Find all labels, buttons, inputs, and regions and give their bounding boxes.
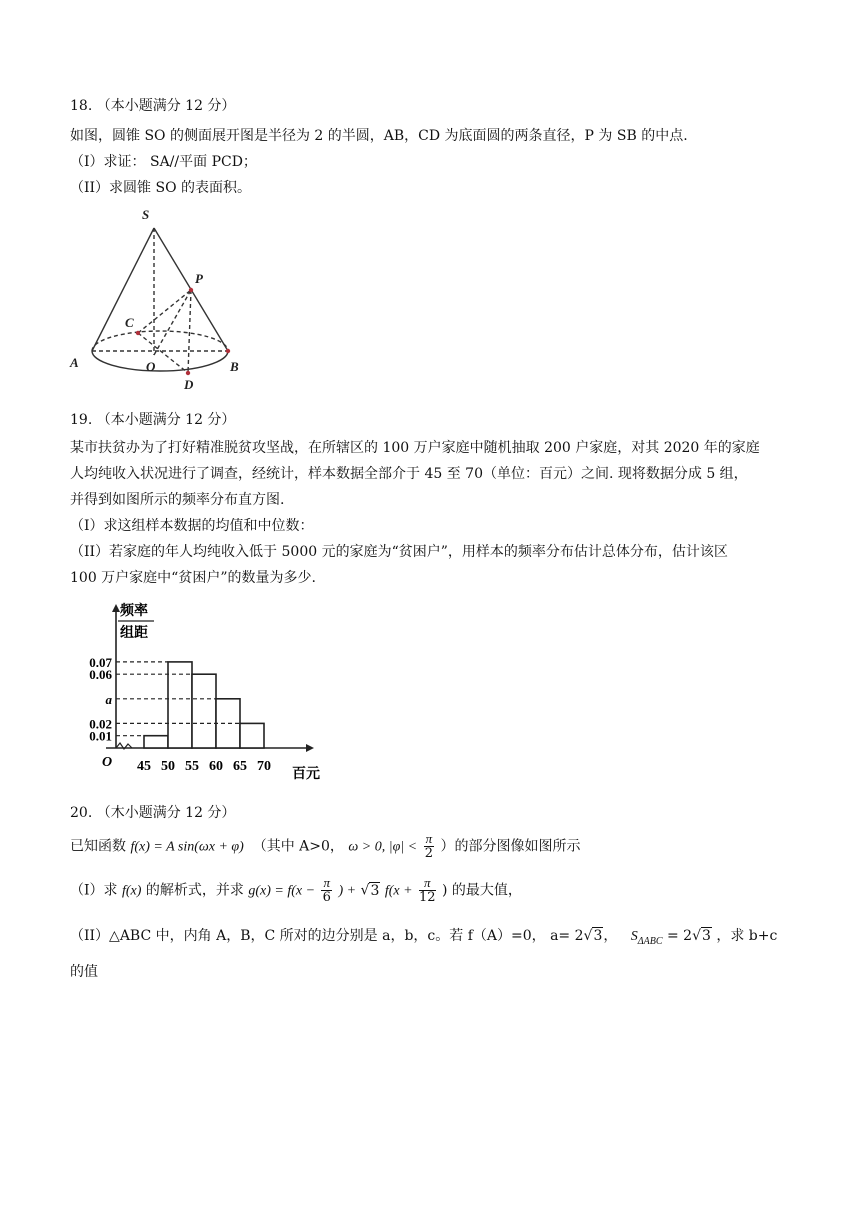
sqrt-3: √3 bbox=[360, 882, 380, 899]
cone-edge-sa bbox=[92, 228, 154, 351]
q19-part2-line2: 100 万户家庭中“贫困户”的数量为多少. bbox=[70, 570, 316, 586]
q20-cond: ω > 0, |φ| < bbox=[348, 839, 418, 855]
q20-part2-S: S bbox=[630, 929, 638, 944]
q20-stem-pre: 已知函数 bbox=[70, 838, 126, 855]
base-back-arc bbox=[92, 331, 228, 351]
y-tick-label-0.06: 0.06 bbox=[89, 667, 112, 683]
x-tick-label-70: 70 bbox=[257, 759, 271, 774]
histogram-bar-45-50 bbox=[144, 736, 168, 748]
segment-pd bbox=[188, 290, 191, 373]
frequency-histogram bbox=[70, 598, 340, 790]
fraction-pi-over-2: $\frac{\pi}{2}$ bbox=[424, 831, 433, 861]
histogram-bar-50-55 bbox=[168, 662, 192, 748]
q18-part2: （II）求圆锥 SO 的表面积。 bbox=[70, 180, 252, 196]
q20-part2: （II）△ABC 中，内角 A，B，C 所对的边分别是 a，b，c。若 f（A）=0， a= 2√3， $S_{\Delta ABC} = 2√3$ ，求 b+c bbox=[70, 928, 778, 947]
origin-label: O bbox=[102, 755, 113, 770]
q20-part2-eq: = 2 bbox=[666, 928, 693, 944]
x-axis-arrow bbox=[306, 744, 314, 752]
q20-part1-mid: 的解析式，并求 bbox=[145, 882, 244, 899]
q18-part1: （I）求证： SA//平面 PCD； bbox=[70, 154, 257, 170]
q20-part1 bbox=[70, 876, 522, 906]
q19-header: 19. （本小题满分 12 分） bbox=[70, 412, 236, 428]
x-axis-label: 百元 bbox=[292, 766, 320, 782]
q20-part2-a-root: 3 bbox=[593, 928, 603, 944]
q20-part2-a-val: 2 bbox=[574, 928, 584, 944]
cone-figure bbox=[62, 203, 262, 398]
q19-part1: （I）求这组样本数据的均值和中位数： bbox=[70, 518, 314, 534]
q19-stem-line3: 并得到如图所示的频率分布直方图. bbox=[70, 492, 285, 508]
q20-part1-mid2: ) + bbox=[338, 883, 357, 899]
q20-part1-fx: f(x) bbox=[121, 883, 142, 899]
point-b bbox=[226, 349, 230, 353]
q20-stem bbox=[70, 832, 581, 862]
q20-part1-f2: f(x + bbox=[384, 883, 413, 899]
q19-part2-line1: （II）若家庭的年人均纯收入低于 5000 元的家庭为“贫困户”，用样本的频率分布估计总体分布，估计该区 bbox=[70, 544, 728, 560]
x-tick-label-65: 65 bbox=[233, 759, 247, 774]
y-tick-label-0.02: 0.02 bbox=[89, 716, 112, 732]
q18-header: 18. （本小题满分 12 分） bbox=[70, 98, 236, 114]
label-c: C bbox=[125, 315, 134, 330]
q20-part2-pre: （II）△ABC 中，内角 A，B，C 所对的边分别是 a，b，c。若 f（A）=0， a= bbox=[70, 928, 571, 944]
base-front-arc bbox=[92, 351, 228, 371]
y-tick-label-0.07: 0.07 bbox=[89, 654, 112, 670]
label-p: P bbox=[195, 271, 203, 286]
q20-part1-pre: （I）求 bbox=[70, 882, 118, 899]
x-tick-label-45: 45 bbox=[137, 759, 151, 774]
q20-part2-end: ，求 b+c bbox=[716, 928, 778, 944]
fraction-pi-over-12: $\frac{\pi}{12}$ bbox=[418, 875, 436, 905]
q20-part1-end: ) 的最大值， bbox=[441, 882, 522, 899]
y-label-bottom: 组距 bbox=[120, 625, 148, 641]
q20-header: 20. （木小题满分 12 分） bbox=[70, 805, 236, 821]
y-axis-arrow bbox=[112, 604, 120, 612]
label-s: S bbox=[142, 207, 150, 222]
segment-op bbox=[154, 290, 191, 355]
y-label-top: 频率 bbox=[120, 603, 148, 619]
y-tick-label-a: a bbox=[105, 691, 112, 707]
point-d bbox=[186, 371, 190, 375]
q18-stem: 如图，圆锥 SO 的侧面展开图是半径为 2 的半圆，AB，CD 为底面圆的两条直径，P 为 SB 的中点. bbox=[70, 128, 688, 144]
x-tick-label-50: 50 bbox=[161, 759, 175, 774]
histogram-bar-55-60 bbox=[192, 674, 216, 748]
segment-cp bbox=[138, 290, 191, 333]
q20-function: f(x) = A sin(ωx + φ) bbox=[130, 839, 244, 855]
q20-part2-line2: 的值 bbox=[70, 964, 98, 980]
q20-stem-post: ）的部分图像如图所示 bbox=[440, 838, 581, 855]
x-tick-label-60: 60 bbox=[209, 759, 223, 774]
q20-part2-sep: ， bbox=[603, 928, 618, 944]
q20-cond-pre: （其中 A>0， bbox=[252, 838, 344, 855]
label-b: B bbox=[230, 359, 239, 374]
label-o: O bbox=[146, 359, 156, 374]
fraction-pi-over-6: $\frac{\pi}{6}$ bbox=[322, 875, 331, 905]
point-c bbox=[136, 331, 140, 335]
x-tick-label-55: 55 bbox=[185, 759, 199, 774]
q20-part2-S-sub: ΔABC bbox=[637, 935, 663, 947]
q19-stem-line1: 某市扶贫办为了打好精准脱贫攻坚战，在所辖区的 100 万户家庭中随机抽取 200 户家庭，对其 2020 年的家庭 bbox=[70, 440, 760, 456]
label-a: A bbox=[70, 355, 79, 370]
histogram-bar-65-70 bbox=[240, 723, 264, 748]
q20-part1-g: g(x) = f(x − bbox=[248, 883, 316, 899]
q20-part2-S-root: 3 bbox=[701, 928, 711, 944]
point-p bbox=[189, 288, 193, 292]
label-d: D bbox=[184, 377, 194, 392]
y-tick-label-0.01: 0.01 bbox=[89, 728, 112, 744]
q19-stem-line2: 人均纯收入状况进行了调查，经统计，样本数据全部介于 45 至 70（单位：百元）之间. 现将数据分成 5 组， bbox=[70, 466, 748, 482]
